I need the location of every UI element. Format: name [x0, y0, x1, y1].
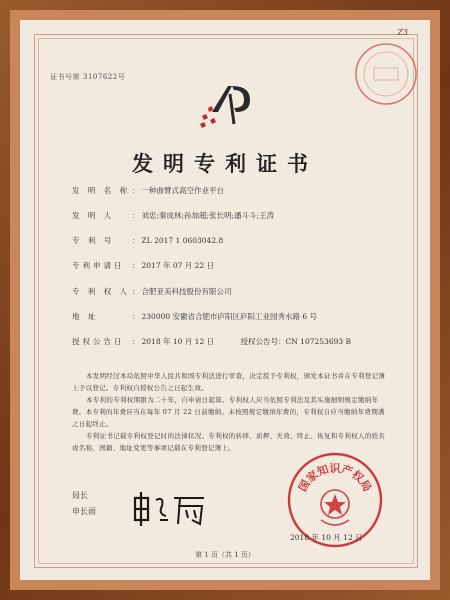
- body-paragraph: 专利证书记载专利权登记时的法律状况。专利权的转移、质押、无效、终止、恢复和专利权人的姓名或名称、国籍、地址变更等事项记载在专利登记簿上。: [72, 432, 386, 452]
- field-label: 发 明 人: [72, 211, 115, 220]
- handwritten-signature: [130, 490, 210, 530]
- field-address: 地 址 ： 230000 安徽省合肥市庐阳区庐阳工业园秀水路 6 号: [72, 312, 318, 321]
- certificate-number-suffix: 号: [117, 73, 126, 81]
- field-value: 2018 年 10 月 12 日: [141, 337, 215, 346]
- field-label: 专 利 权 人: [72, 287, 131, 296]
- signature-title: 局长: [72, 491, 88, 500]
- body-paragraph: 本发明经过本局依照中华人民共和国专利法进行审查，决定授予专利权，颁发本证书并在专利登记簿上予以登记。专利权自授权公告之日起生效。: [72, 372, 386, 392]
- certificate-title: 发明专利证书: [132, 151, 318, 176]
- certificate-paper: [20, 20, 430, 580]
- field-label: 授权公告日: [72, 337, 125, 346]
- field-patentee: 专 利 权 人 ： 合肥亚美科技股份有限公司: [72, 287, 232, 296]
- page-number: 第 1 页（共 1 页）: [195, 551, 255, 559]
- seal-date: 2018 年 10 月 12 日: [290, 533, 363, 542]
- seal-text: 国家知识产权局: [296, 462, 374, 494]
- field-value: 230000 安徽省合肥市庐阳区庐阳工业园秀水路 6 号: [141, 312, 318, 321]
- grant-number-value: CN 107253693 B: [285, 337, 352, 346]
- field-grant-date: 授权公告日 ： 2018 年 10 月 12 日 授权公告号：CN 107253693 B: [72, 337, 352, 346]
- field-label: 发 明 名 称: [72, 186, 131, 195]
- field-label: 地 址: [72, 312, 99, 321]
- field-value: 刘忠;秦成林;孙加超;张长明;潘斗斗;王涛: [141, 211, 275, 220]
- certificate-body: [72, 370, 390, 454]
- cnipa-logo-icon: [198, 72, 264, 132]
- field-label: 专利申请日: [72, 261, 125, 270]
- body-paragraph: 本专利的专利权期限为二十年，自申请日起算。专利权人应当依照专利法及其实施细则规定缴纳年费。本专利的年费应当在每年 07 月 22 日前缴纳。未按照规定缴纳年费的，专利权自应当缴纳年费期满之日起终止。: [72, 396, 385, 428]
- certificate-number-value: 3107622: [83, 73, 118, 81]
- signature-name: 申长雨: [72, 507, 96, 516]
- corner-mark: Z3: [397, 28, 408, 37]
- svg-text:国家知识产权局: [295, 461, 374, 494]
- field-application-date: 专利申请日 ： 2017 年 07 月 22 日: [72, 261, 215, 270]
- field-inventors: 发 明 人 ： 刘忠;秦成林;孙加超;张长明;潘斗斗;王涛: [72, 211, 275, 220]
- stamp-top-right: [350, 38, 422, 110]
- certificate-number: [50, 72, 125, 82]
- grant-number-label: 授权公告号：: [240, 337, 286, 346]
- field-value: 一种曲臂式高空作业平台: [141, 186, 224, 195]
- certificate-number-label: 证书号第: [50, 73, 80, 81]
- field-value: 2017 年 07 月 22 日: [141, 261, 215, 270]
- field-label: 专 利 号: [72, 236, 115, 245]
- field-value: ZL 2017 1 0603042.8: [141, 236, 224, 245]
- field-value: 合肥亚美科技股份有限公司: [141, 287, 232, 296]
- field-invention-name: 发 明 名 称 ： 一种曲臂式高空作业平台: [72, 186, 224, 195]
- field-patent-number: 专 利 号 ： ZL 2017 1 0603042.8: [72, 236, 224, 245]
